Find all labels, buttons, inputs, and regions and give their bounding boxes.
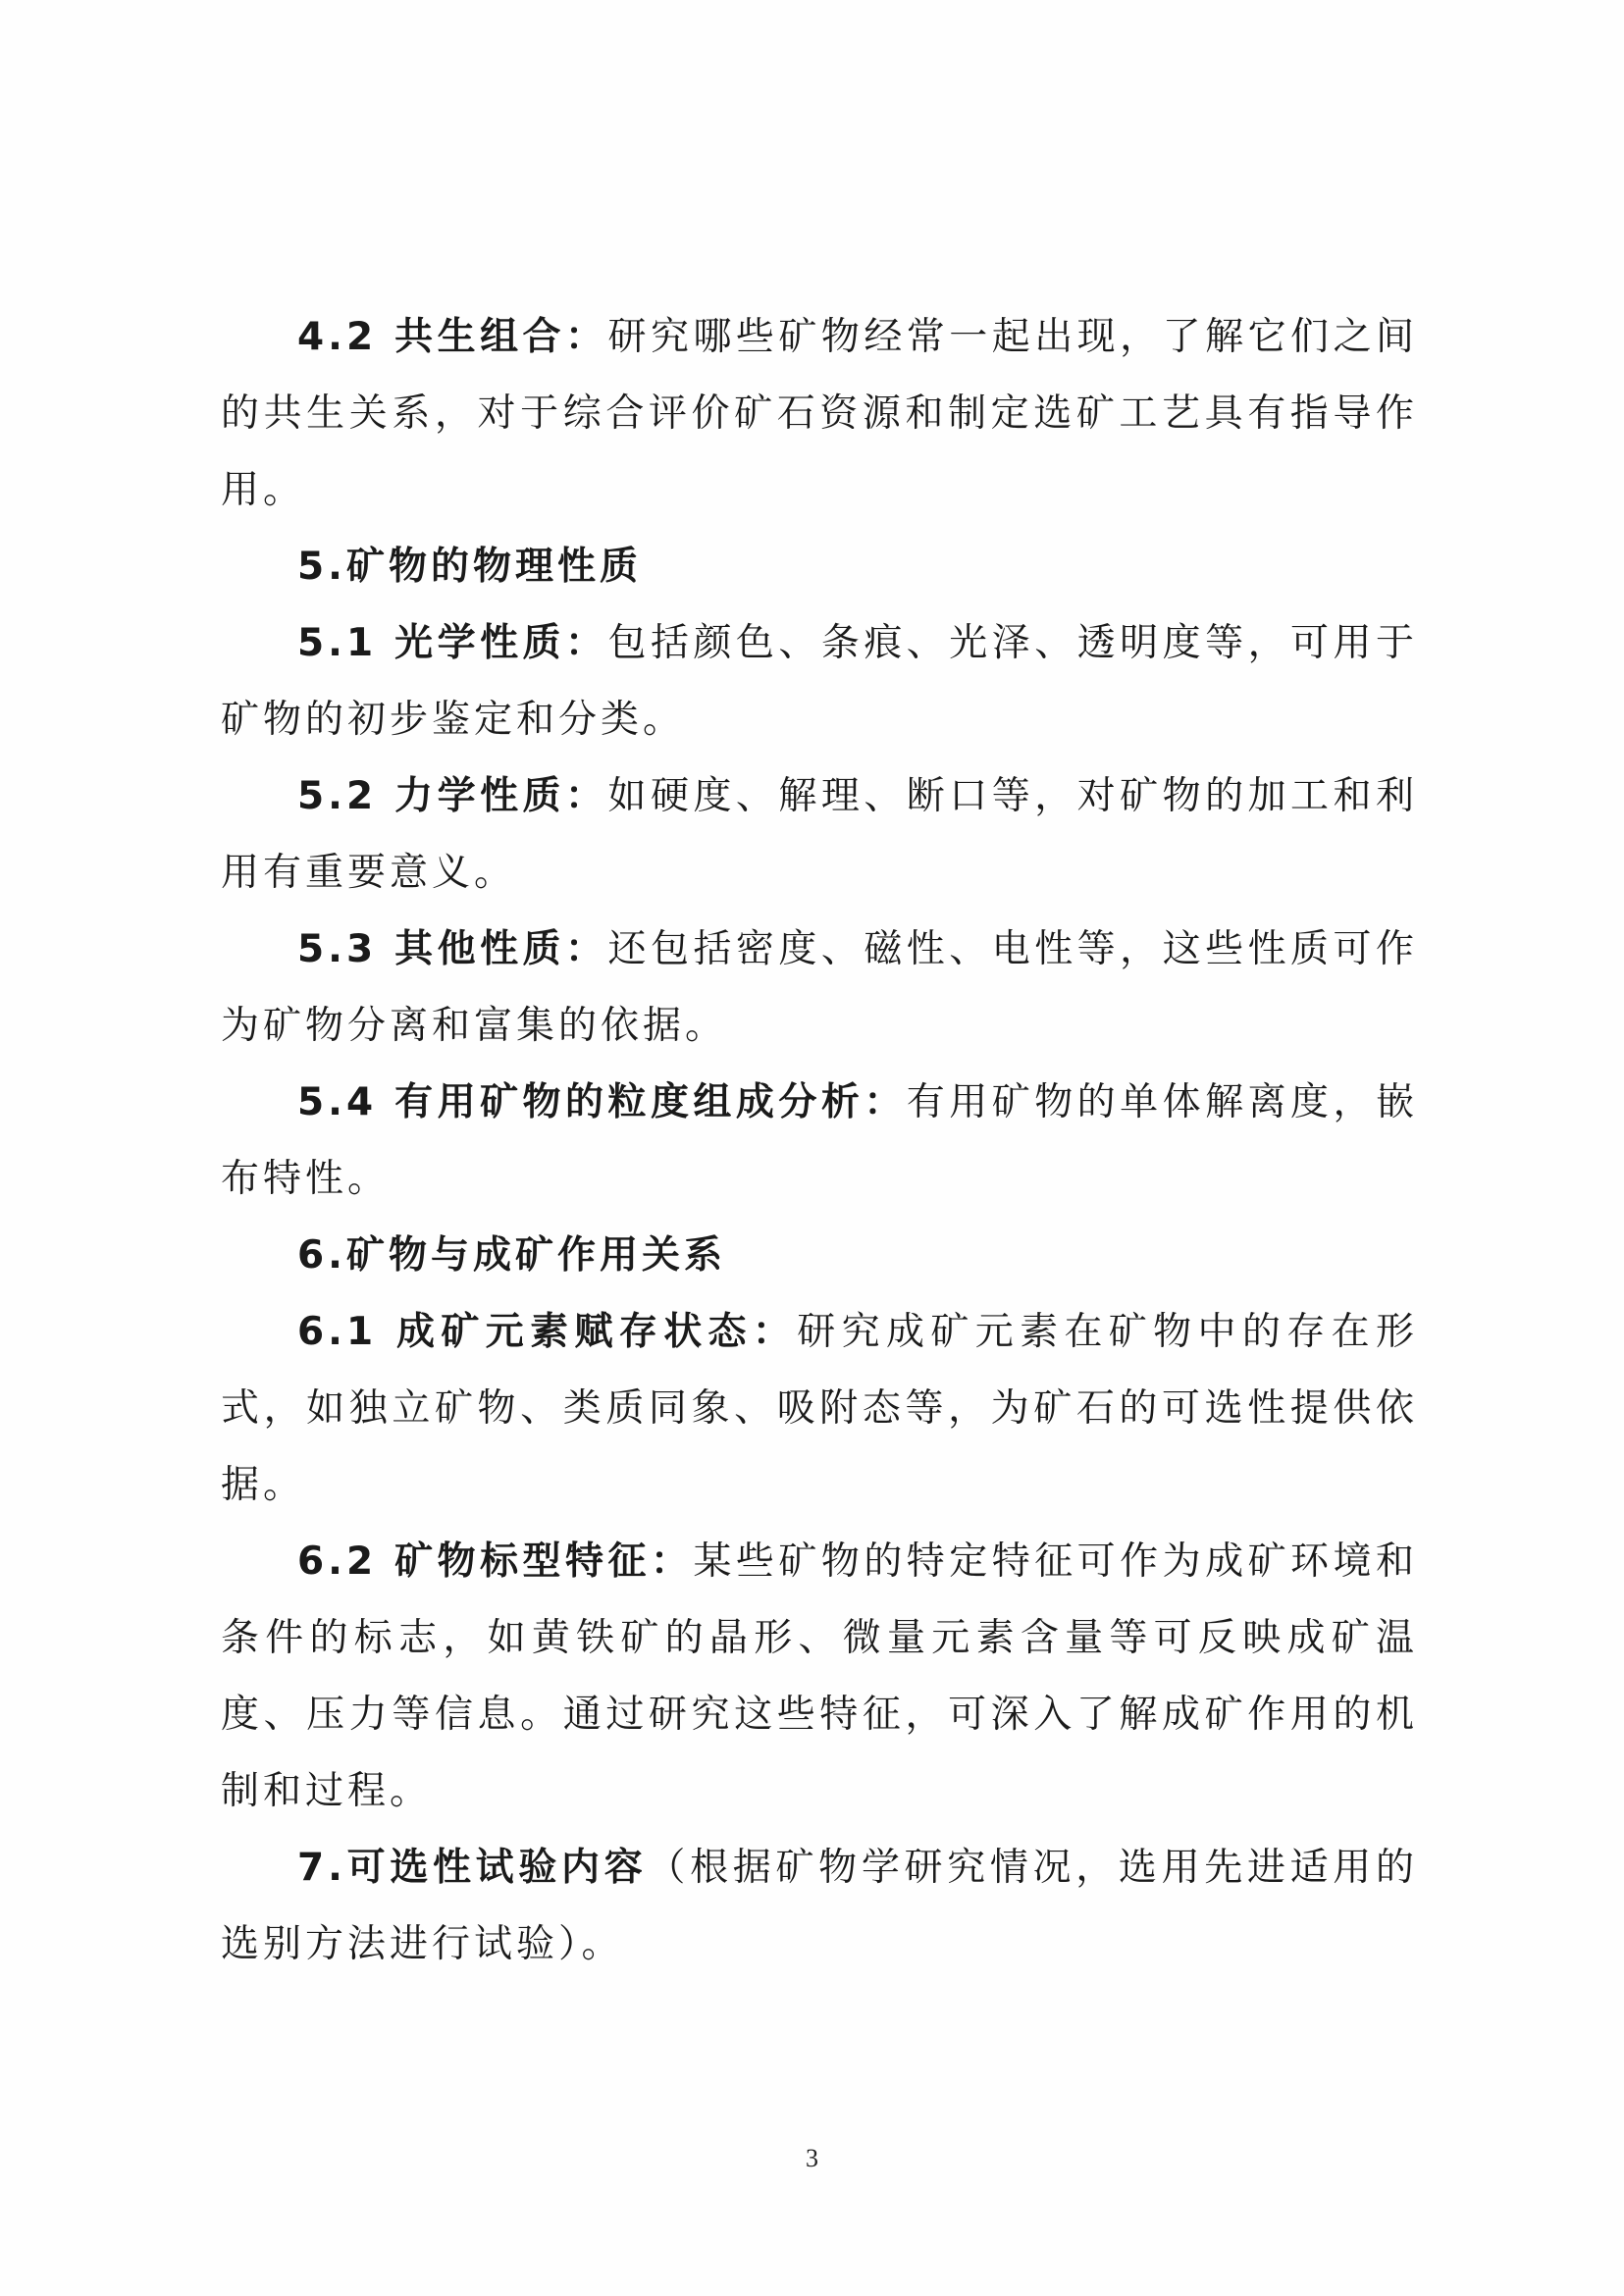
paragraph-heading: 4.2 共生组合： bbox=[297, 315, 608, 359]
paragraph-5-2 bbox=[221, 758, 1418, 912]
paragraph-5-3 bbox=[221, 912, 1418, 1065]
paragraph-text: 研究成矿元素在矿物中的存在形式，如独立矿物、类质同象、吸附态等，为矿石的可选性提供依据。 bbox=[221, 1310, 1418, 1507]
section-heading-7 bbox=[221, 1830, 1418, 1983]
paragraph-6-1 bbox=[221, 1294, 1418, 1524]
paragraph-text: 如硬度、解理、断口等，对矿物的加工和利用有重要意义。 bbox=[221, 774, 1418, 895]
paragraph-text: 某些矿物的特定特征可作为成矿环境和条件的标志，如黄铁矿的晶形、微量元素含量等可反映成矿温度、压力等信息。通过研究这些特征，可深入了解成矿作用的机制和过程。 bbox=[221, 1539, 1418, 1813]
paragraph-text: 还包括密度、磁性、电性等，这些性质可作为矿物分离和富集的依据。 bbox=[221, 927, 1418, 1048]
paragraph-heading: 5.4 有用矿物的粒度组成分析： bbox=[297, 1080, 907, 1124]
paragraph-heading: 5.1 光学性质： bbox=[297, 621, 608, 665]
paragraph-5-1 bbox=[221, 605, 1418, 758]
section-heading-5 bbox=[221, 529, 1418, 605]
section-title: 6.矿物与成矿作用关系 bbox=[297, 1233, 726, 1278]
section-note: （根据矿物学研究情况，选用先进适用的选别方法进行试验）。 bbox=[221, 1846, 1418, 1966]
section-title: 5.矿物的物理性质 bbox=[297, 545, 642, 589]
paragraph-heading: 6.2 矿物标型特征： bbox=[297, 1539, 694, 1584]
paragraph-6-2 bbox=[221, 1524, 1418, 1830]
paragraph-4-2 bbox=[221, 299, 1418, 529]
paragraph-heading: 5.3 其他性质： bbox=[297, 927, 608, 971]
paragraph-heading: 6.1 成矿元素赋存状态： bbox=[297, 1310, 798, 1354]
section-title: 7.可选性试验内容 bbox=[297, 1846, 648, 1890]
section-heading-6 bbox=[221, 1218, 1418, 1294]
paragraph-text: 研究哪些矿物经常一起出现，了解它们之间的共生关系，对于综合评价矿石资源和制定选矿工艺具有指导作用。 bbox=[221, 315, 1418, 512]
paragraph-heading: 5.2 力学性质： bbox=[297, 774, 608, 818]
document-body bbox=[221, 299, 1418, 1983]
paragraph-5-4 bbox=[221, 1065, 1418, 1218]
paragraph-text: 有用矿物的单体解离度，嵌布特性。 bbox=[221, 1080, 1418, 1201]
paragraph-text: 包括颜色、条痕、光泽、透明度等，可用于矿物的初步鉴定和分类。 bbox=[221, 621, 1418, 742]
page-number: 3 bbox=[806, 2144, 818, 2172]
